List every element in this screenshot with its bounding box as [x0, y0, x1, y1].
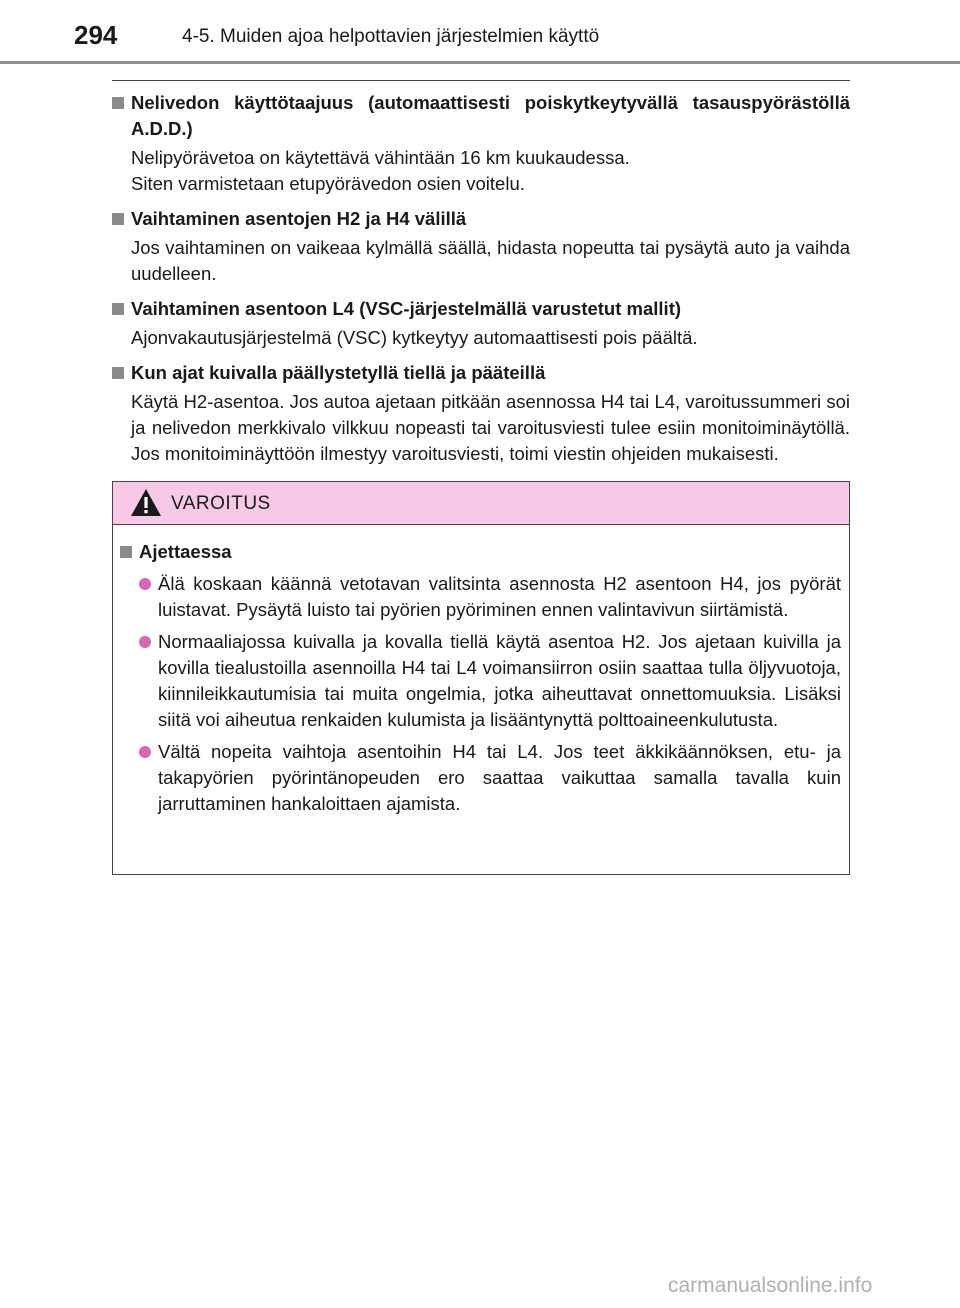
- section-body: [131, 389, 850, 467]
- bullet-text: Älä koskaan käännä vetotavan valitsinta asennosta H2 asentoon H4, jos pyörät luistavat. Pysäytä luisto tai pyörien pyöriminen ennen valintavivun siirtämistä.: [158, 573, 841, 620]
- watermark-logo: carmanualsonline.info: [668, 1274, 873, 1297]
- section-body: [131, 235, 850, 287]
- content: [112, 90, 850, 476]
- warning-heading-text: Ajettaessa: [139, 541, 232, 562]
- section-body: [131, 325, 850, 351]
- warning-bullet: [139, 739, 841, 817]
- warning-bullet: [139, 629, 841, 733]
- warning-heading: [120, 539, 841, 565]
- section-title: Kun ajat kuivalla päällystetyllä tiellä ja pääteillä: [131, 362, 546, 383]
- paragraph-line: Siten varmistetaan etupyörävedon osien voitelu.: [131, 173, 525, 194]
- bullet-dot-icon: [139, 636, 151, 648]
- warning-label: VAROITUS: [171, 493, 271, 514]
- warning-body: [113, 525, 849, 817]
- section-square-icon: [120, 546, 132, 558]
- chapter-title: 4-5. Muiden ajoa helpottavien järjestelmien käyttö: [182, 26, 600, 47]
- warning-header: [113, 482, 849, 525]
- section-dry-paved-roads: [112, 360, 850, 467]
- section-square-icon: [112, 213, 124, 225]
- section-square-icon: [112, 303, 124, 315]
- paragraph-line: Ajonvakautusjärjestelmä (VSC) kytkeytyy automaattisesti pois päältä.: [131, 327, 698, 348]
- warning-bullet: [139, 571, 841, 623]
- section-title: Vaihtaminen asentoon L4 (VSC-järjestelmällä varustetut mallit): [131, 298, 682, 319]
- bullet-text: Vältä nopeita vaihtoja asentoihin H4 tai L4. Jos teet äkkikäännöksen, etu- ja takapyörien pyörintänopeuden ero saattaa vaikuttaa samalla tavalla kuin jarruttaminen hankaloittaen ajamista.: [158, 741, 841, 814]
- section-square-icon: [112, 367, 124, 379]
- bullet-dot-icon: [139, 746, 151, 758]
- section-4wd-usage: [112, 90, 850, 197]
- section-title: Vaihtaminen asentojen H2 ja H4 välillä: [131, 208, 467, 229]
- bullet-text: Normaaliajossa kuivalla ja kovalla tiellä käytä asentoa H2. Jos ajetaan kuivilla ja kovilla tiealustoilla asennoilla H4 tai L4 voimansiirron osiin saattaa tulla öljyvuotoja, kiinnileikkautumisia tai muita ongelmia, jotka aiheuttavat onnettomuuksia. Lisäksi siitä voi aiheutua renkaiden kulumista ja lisääntynyttä polttoaineenkulutusta.: [158, 631, 841, 730]
- content-top-rule: [112, 80, 850, 81]
- paragraph-line: Nelipyörävetoa on käytettävä vähintään 16 km kuukaudessa.: [131, 147, 630, 168]
- warning-box: [112, 481, 850, 875]
- section-title: Nelivedon käyttötaajuus (automaattisesti poiskytkeytyvällä tasauspyörästöllä A.D.D.): [131, 92, 850, 139]
- page-number: 294: [74, 20, 118, 50]
- paragraph-line: Jos vaihtaminen on vaikeaa kylmällä säällä, hidasta nopeutta tai pysäytä auto ja vaihda uudelleen.: [131, 237, 850, 284]
- warning-triangle-icon: [130, 488, 162, 517]
- page-header: [0, 0, 960, 62]
- section-l4-shift: [112, 296, 850, 351]
- bullet-dot-icon: [139, 578, 151, 590]
- section-square-icon: [112, 97, 124, 109]
- header-rule: [0, 61, 960, 64]
- paragraph-line: Käytä H2-asentoa. Jos autoa ajetaan pitkään asennossa H4 tai L4, varoitussummeri soi ja nelivedon merkkivalo vilkkuu nopeasti tai varoitusviesti tulee esiin monitoiminäytöllä. Jos monitoiminäyttöön ilmestyy varoitusviesti, toimi viestin ohjeiden mukaisesti.: [131, 391, 850, 464]
- section-h2-h4-shift: [112, 206, 850, 287]
- section-body: [131, 145, 850, 197]
